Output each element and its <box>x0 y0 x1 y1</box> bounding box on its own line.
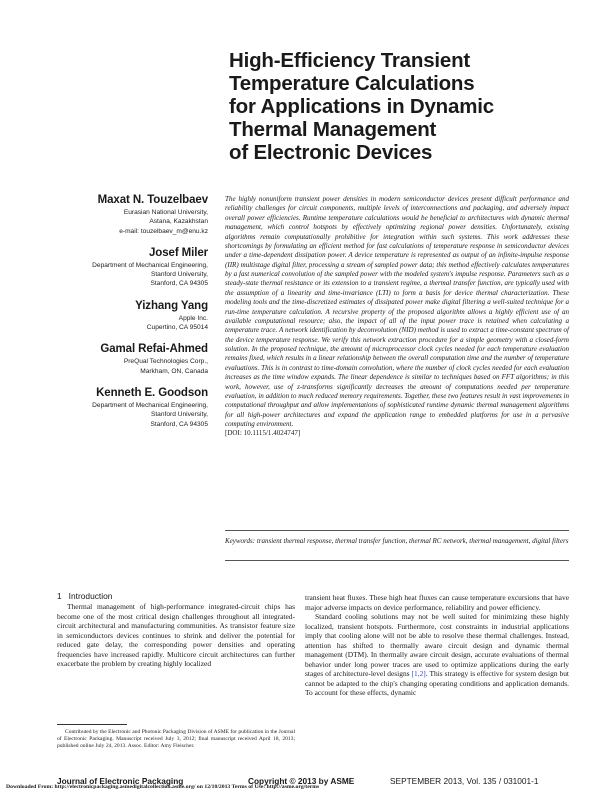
paragraph-text: . This strategy is effective for system design but cannot be adapted to the chip's changing operating conditions and application demands. To account for these effects, dynamic <box>305 669 569 698</box>
download-notice: Downloaded From: http://electronicpackaging.asmedigitalcollection.asme.org/ on 12/10/2013 Terms of Use: http://asme.org/terms <box>6 784 320 790</box>
author-name: Kenneth E. Goodson <box>96 386 208 399</box>
author-affiliation: Apple Inc. <box>178 314 208 322</box>
author-affiliation: Markham, ON, Canada <box>140 367 208 375</box>
footnote-rule <box>57 724 127 725</box>
keywords-top-rule <box>225 530 569 531</box>
footnote <box>57 729 295 751</box>
title-line: Thermal Management <box>229 118 437 141</box>
intro-paragraph <box>305 612 569 698</box>
section-number: 1 <box>57 591 62 601</box>
author-affiliation: PreQual Technologies Corp., <box>123 358 208 366</box>
right-column <box>305 593 569 698</box>
author-block <box>50 246 208 289</box>
author-email: e-mail: touzelbaev_m@enu.kz <box>119 227 208 235</box>
title-line: High-Efficiency Transient <box>229 49 471 72</box>
left-column <box>57 602 295 669</box>
footer-journal: Journal of Electronic Packaging <box>57 776 184 786</box>
section-heading <box>57 591 112 601</box>
doi-link[interactable]: [DOI: 10.1115/1.4024747] <box>225 429 301 438</box>
author-name: Yizhang Yang <box>135 299 208 312</box>
footer-issue: SEPTEMBER 2013, Vol. 135 / 031001-1 <box>390 776 539 786</box>
intro-paragraph: Thermal management of high-performance integrated-circuit chips has become one of the most critical design challenges throughout all integrated-circuit architectural and manufacturing communities. As transistor feature size in semiconductors devices continues to shrink and deliver the potential for reduced gate delay, the corresponding power densities and operating frequencies have increased rapidly. Multicore circuit architectures can further exacerbate the problem by creating highly localized <box>57 602 295 669</box>
footer-copyright: Copyright © 2013 by ASME <box>248 776 355 786</box>
author-block <box>50 193 208 236</box>
author-affiliation: Eurasian National University, <box>123 209 208 216</box>
citation-link[interactable]: [1,2] <box>411 669 426 679</box>
paragraph-text: Standard cooling solutions may not be well suited for minimizing these highly localized, transient hotspots. Furthermore, cost constraints in industrial applications imply that cooling alone will not be able to resolve these thermal challenges. Instead, attention has shifted to thermally aware circuit design and dynamic thermal management (DTM). In thermally aware circuit design, accurate evaluations of thermal behavior under long power traces are used to optimize applications during the early stages of architecture-level designs <box>305 612 569 679</box>
author-affiliation: Stanford, CA 94305 <box>150 280 208 288</box>
author-affiliation: Stanford University, <box>150 411 208 419</box>
title-line: of Electronic Devices <box>229 141 433 164</box>
author-affiliation: Cupertino, CA 95014 <box>146 324 208 332</box>
title-line: Temperature Calculations <box>229 72 475 95</box>
paper-title <box>229 49 569 164</box>
author-affiliation: Department of Mechanical Engineering, <box>92 261 208 269</box>
author-block <box>50 386 208 429</box>
author-affiliation: Stanford University, <box>150 271 208 279</box>
title-line: for Applications in Dynamic <box>229 95 494 118</box>
author-block <box>50 342 208 376</box>
author-list <box>50 193 208 439</box>
author-affiliation: Stanford, CA 94305 <box>150 420 208 428</box>
footnote-text: Contributed by the Electronic and Photonic Packaging Division of ASME for publication in the Journal of Electronic Packaging. Manuscript received July 3, 2012; final manuscript received April 18, 2013; published online July 24, 2013. Assoc. Editor: Amy Fleischer. <box>57 729 295 750</box>
author-affiliation: Astana, Kazakhstan <box>149 218 208 226</box>
author-block <box>50 299 208 333</box>
abstract-text: The highly nonuniform transient power densities in modern semiconductor devices present difficult performance and reliability challenges for circuit components, multiple levels of interconnections and packaging, and adversely impact overall power efficiencies. Runtime temperature calculations would be beneficial to architectures with dynamic thermal management, which control hotspots by effectively optimizing regional power densities. Unfortunately, existing algorithms remain computationally prohibitive for integration within such systems. This work addresses these shortcomings by formulating an efficient method for fast calculations of temperature response in semiconductor devices under a time-dependent dissipation power. A device temperature is represented as output of an infinite-impulse response (IIR) multistage digital filter, processing a stream of sampled power data; this method effectively calculates temperatures by a fast numerical convolution of the sampled power with the modeled system's impulse response. Parameters such as a steady-state thermal resistance or its extension to a transient regime, a thermal transfer function, are typically used with the assumption of a linearity and time-invariance (LTI) to form a basis for device thermal characterization. These modeling tools and the time-discretized estimates of dissipated power make digital filtering a well-suited technique for a run-time temperature calculation. A recursive property of the proposed algorithm allows a highly efficient use of an available computational resource; also, the impact of all of the input power trace is retained when calculating a temperature trace. A network identification by deconvolution (NID) method is used to extract a time-constant spectrum of the device temperature response. We verify this network extraction procedure for a simple geometry with a closed-form solution. In the proposed technique, the amount of microprocessor clock cycles needed for each temperature evaluation remains fixed, which results in a linear relationship between the overall computation time and the number of temperature evaluations. This is in contrast to time-domain convolution, where the number of clock cycles needed for each evaluation increases as the time window expands. The linear dependence is similar to techniques based on FFT algorithms; in this work, however, use of z-transforms significantly decreases the amount of computations needed per temperature evaluation, in addition to much reduced memory requirements. Together, these two features result in vast improvements in computational throughput and allow implementations of sophisticated runtime dynamic thermal management algorithms for all high-power architectures and expand the application range to embedded platforms for use in a pervasive computing environment. <box>225 195 569 428</box>
section-title: Introduction <box>68 591 113 601</box>
abstract <box>225 195 569 439</box>
author-name: Maxat N. Touzelbaev <box>97 194 208 206</box>
author-affiliation: Department of Mechanical Engineering, <box>92 401 208 409</box>
author-name: Josef Miler <box>149 246 208 259</box>
keywords: Keywords: transient thermal response, thermal transfer function, thermal RC network, thermal management, digital filters <box>225 537 569 545</box>
author-name: Gamal Refai-Ahmed <box>100 343 208 356</box>
keywords-bottom-rule <box>225 560 569 561</box>
intro-paragraph: transient heat fluxes. These high heat fluxes can cause temperature excursions that have major adverse impacts on device performance, reliability and power efficiency. <box>305 593 569 612</box>
